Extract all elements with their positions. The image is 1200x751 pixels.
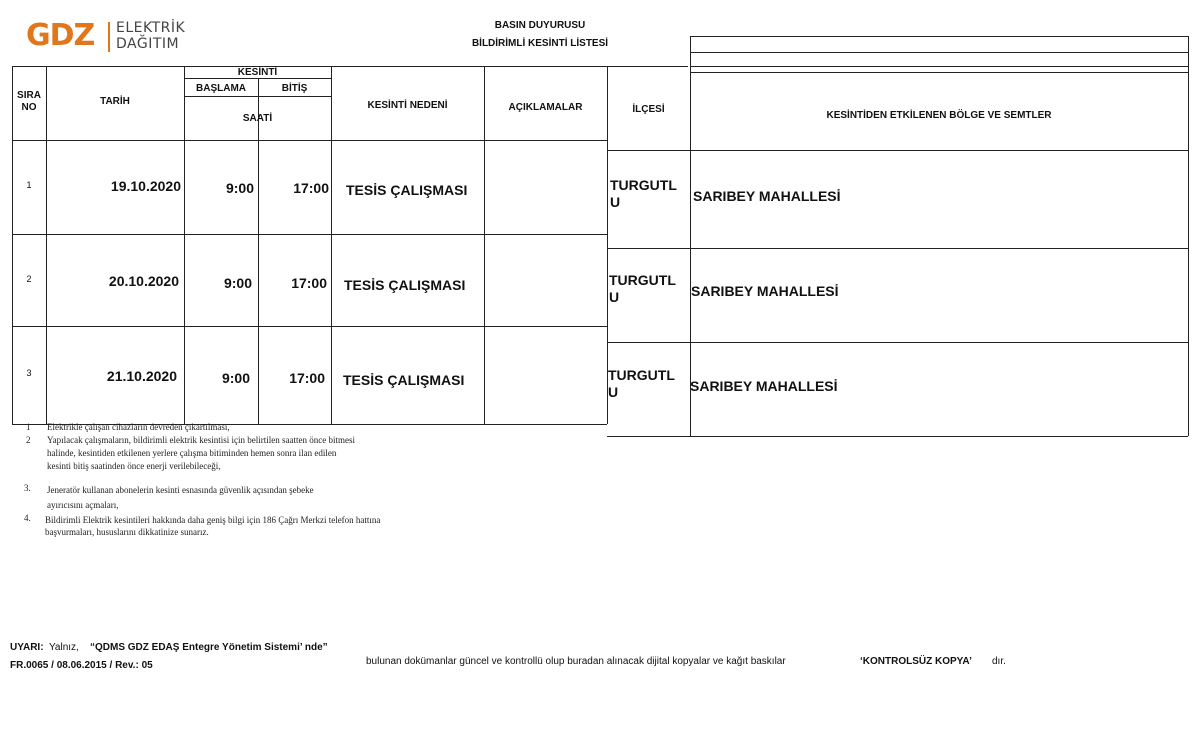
- header-baslama: BAŞLAMA: [196, 83, 246, 94]
- note-line: başvurmaları, hususlarını dikkatinize sunarız.: [45, 527, 209, 537]
- header-kesinti-nedeni: KESİNTİ NEDENİ: [367, 100, 448, 111]
- note-line: Bildirimli Elektrik kesintileri hakkında daha geniş bilgi için 186 Çağrı Merkzi telefon hattına: [45, 515, 381, 525]
- form-code: FR.0065 / 08.06.2015 / Rev.: 05: [10, 660, 153, 671]
- note-number: 4.: [24, 513, 31, 523]
- row-district: TURGUTL: [610, 177, 677, 193]
- row-area: SARIBEY MAHALLESİ: [690, 378, 838, 394]
- logo-brand: GDZ: [26, 18, 95, 53]
- row-start-time: 9:00: [223, 275, 252, 291]
- row-area: SARIBEY MAHALLESİ: [693, 188, 841, 204]
- row-date: 21.10.2020: [106, 368, 177, 384]
- warning-text-a: Yalnız,: [49, 642, 79, 653]
- row-number: 1: [26, 180, 32, 190]
- warning-uncontrolled-copy: ‘KONTROLSÜZ KOPYA’: [860, 656, 972, 667]
- header-kesinti: KESİNTİ: [237, 67, 278, 78]
- row-area: SARIBEY MAHALLESİ: [691, 283, 839, 299]
- row-district-cont: U: [609, 289, 620, 305]
- document-subtitle: BİLDİRİMLİ KESİNTİ LİSTESİ: [471, 38, 609, 49]
- row-district-cont: U: [608, 384, 619, 400]
- row-end-time: 17:00: [289, 370, 325, 386]
- logo-separator: [108, 22, 110, 52]
- note-line: Yapılacak çalışmaların, bildirimli elektrik kesintisi için belirtilen saatten önce bitmesi: [47, 435, 356, 445]
- note-number: 1: [26, 422, 31, 432]
- logo-line-2: DAĞITIM: [116, 36, 180, 52]
- warning-text-c: bulunan dokümanlar güncel ve kontrollü olup buradan alınacak dijital kopyalar ve kağıt baskılar: [366, 656, 786, 667]
- row-number: 2: [26, 274, 32, 284]
- document-title: BASIN DUYURUSU: [494, 20, 586, 31]
- note-line: Jeneratör kullanan abonelerin kesinti esnasında güvenlik açısından şebeke: [47, 485, 314, 495]
- row-district: TURGUTL: [608, 367, 675, 383]
- row-district-cont: U: [610, 194, 621, 210]
- header-saati: SAATİ: [242, 113, 273, 124]
- header-bitis: BİTİŞ: [281, 83, 308, 94]
- row-reason: TESİS ÇALIŞMASI: [343, 372, 465, 388]
- row-district: TURGUTL: [609, 272, 676, 288]
- note-line: halinde, kesintiden etkilenen yerlere çalışma bitiminden hemen sonra ilan edilen: [47, 448, 337, 458]
- row-end-time: 17:00: [291, 275, 327, 291]
- warning-text-e: dır.: [992, 656, 1006, 667]
- header-tarih: TARİH: [100, 96, 130, 107]
- warning-system-name: “QDMS GDZ EDAŞ Entegre Yönetim Sistemi’ nde”: [90, 642, 328, 653]
- logo-line-1: ELEKTRİK: [116, 20, 186, 36]
- note-line: Elektrikle çalışan cihazların devreden çıkartılması,: [47, 422, 230, 432]
- row-date: 20.10.2020: [108, 273, 179, 289]
- header-ilcesi: İLÇESİ: [632, 104, 665, 115]
- row-reason: TESİS ÇALIŞMASI: [344, 277, 466, 293]
- note-number: 2: [26, 435, 31, 445]
- header-no: NO: [21, 102, 37, 113]
- note-line: kesinti bitiş saatinden önce enerji verilebileceği,: [47, 461, 221, 471]
- row-start-time: 9:00: [225, 180, 254, 196]
- row-start-time: 9:00: [221, 370, 250, 386]
- row-reason: TESİS ÇALIŞMASI: [346, 182, 468, 198]
- row-end-time: 17:00: [293, 180, 329, 196]
- header-bolge: KESİNTİDEN ETKİLENEN BÖLGE VE SEMTLER: [826, 110, 1052, 121]
- row-date: 19.10.2020: [110, 178, 181, 194]
- header-aciklamalar: AÇIKLAMALAR: [508, 102, 583, 113]
- header-sira: SIRA: [17, 90, 41, 101]
- note-number: 3.: [24, 483, 31, 493]
- row-number: 3: [26, 368, 32, 378]
- note-line: ayırıcısını açmaları,: [47, 500, 119, 510]
- warning-label: UYARI:: [10, 642, 44, 653]
